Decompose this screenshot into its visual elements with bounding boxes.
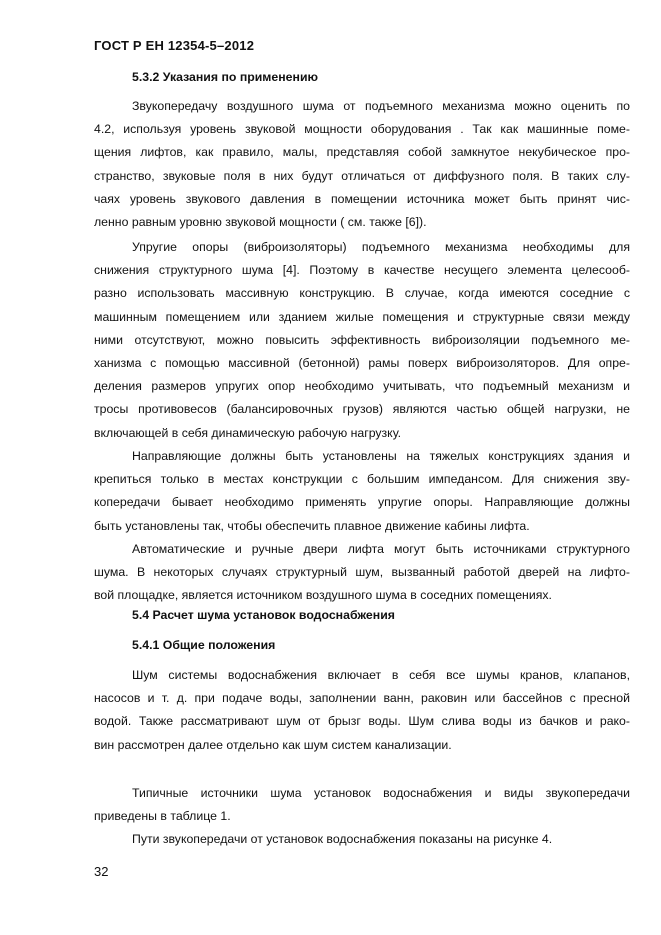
paragraph-line: Типичные источники шума установок водоснабжения и виды звукопередачи	[132, 786, 630, 800]
section-heading: 5.3.2 Указания по применению	[132, 70, 319, 84]
paragraph-line: копередачи бывает необходимо применять упругие опоры. Направляющие должны	[94, 495, 630, 510]
paragraph	[94, 782, 630, 828]
paragraph-line: ленно равным уровню звуковой мощности ( см. также [6]).	[94, 215, 427, 230]
paragraph	[94, 828, 630, 851]
paragraph-line: деления размеров упругих опор необходимо учитывать, что подъемный механизм и	[94, 379, 630, 394]
paragraph-line: ними отсутствуют, можно повысить эффективность виброизоляции подъемного ме-	[94, 332, 630, 347]
paragraph-line: странство, звуковые поля в них будут отличаться от диффузного поля. В таких слу-	[94, 168, 630, 183]
paragraph-line: вин рассмотрен далее отдельно как шум систем канализации.	[94, 737, 452, 752]
paragraph-line: разно использовать массивную конструкцию. В случае, когда имеются соседние с	[94, 286, 630, 301]
section-heading: 5.4.1 Общие положения	[132, 638, 276, 652]
paragraph-line: снижения структурного шума [4]. Поэтому в качестве несущего элемента целесооб-	[94, 263, 630, 278]
paragraph-line: Звукопередачу воздушного шума от подъемного механизма можно оценить по	[132, 99, 630, 113]
paragraph-line: шума. В некоторых случаях структурный шум, вызванный работой дверей на лифто-	[94, 565, 630, 580]
paragraph	[94, 95, 630, 234]
paragraph-line: Упругие опоры (виброизоляторы) подъемного механизма необходимы для	[132, 240, 630, 254]
paragraph-line: Шум системы водоснабжения включает в себя все шумы кранов, клапанов,	[132, 668, 630, 682]
section-heading: 5.4 Расчет шума установок водоснабжения	[132, 608, 395, 622]
paragraph-line: щения лифтов, как правило, малы, представляя собой замкнутое некубическое про-	[94, 145, 630, 160]
paragraph	[94, 538, 630, 608]
paragraph-line: Пути звукопередачи от установок водоснабжения показаны на рисунке 4.	[132, 832, 553, 846]
paragraph	[94, 664, 630, 757]
paragraph-line: приведены в таблице 1.	[94, 809, 231, 824]
paragraph-line: насосов и т. д. при подаче воды, заполнении ванн, раковин или бассейнов с пресной	[94, 691, 630, 706]
paragraph	[94, 445, 630, 538]
paragraph-line: машинным помещением или зданием жилые помещения и структурные связи между	[94, 309, 630, 324]
paragraph-line: вой площадке, является источником воздушного шума в соседних помещениях.	[94, 588, 552, 603]
paragraph-line: тросы противовесов (балансировочных грузов) являются частью общей нагрузки, не	[94, 402, 630, 417]
paragraph-line: водой. Также рассматривают шум от брызг воды. Шум слива воды из бачков и рако-	[94, 714, 630, 729]
paragraph-line: ханизма с помощью массивной (бетонной) рамы поверх виброизоляторов. Для опре-	[94, 356, 630, 371]
paragraph-line: включающей в себя динамическую рабочую нагрузку.	[94, 425, 402, 440]
paragraph-line: быть установлены так, чтобы обеспечить плавное движение кабины лифта.	[94, 518, 530, 533]
paragraph	[94, 236, 630, 445]
paragraph-line: 4.2, используя уровень звуковой мощности оборудования . Так как машинные поме-	[94, 122, 630, 137]
page-number: 32	[94, 864, 109, 879]
paragraph-line: чаях уровень звукового давления в помещении источника может быть принят чис-	[94, 191, 630, 206]
paragraph-line: крепиться только в местах конструкции с большим импедансом. Для снижения зву-	[94, 472, 630, 487]
paragraph-line: Автоматические и ручные двери лифта могут быть источниками структурного	[132, 542, 630, 556]
standard-code-header: ГОСТ Р ЕН 12354-5–2012	[94, 38, 255, 53]
paragraph-line: Направляющие должны быть установлены на тяжелых конструкциях здания и	[132, 449, 630, 463]
